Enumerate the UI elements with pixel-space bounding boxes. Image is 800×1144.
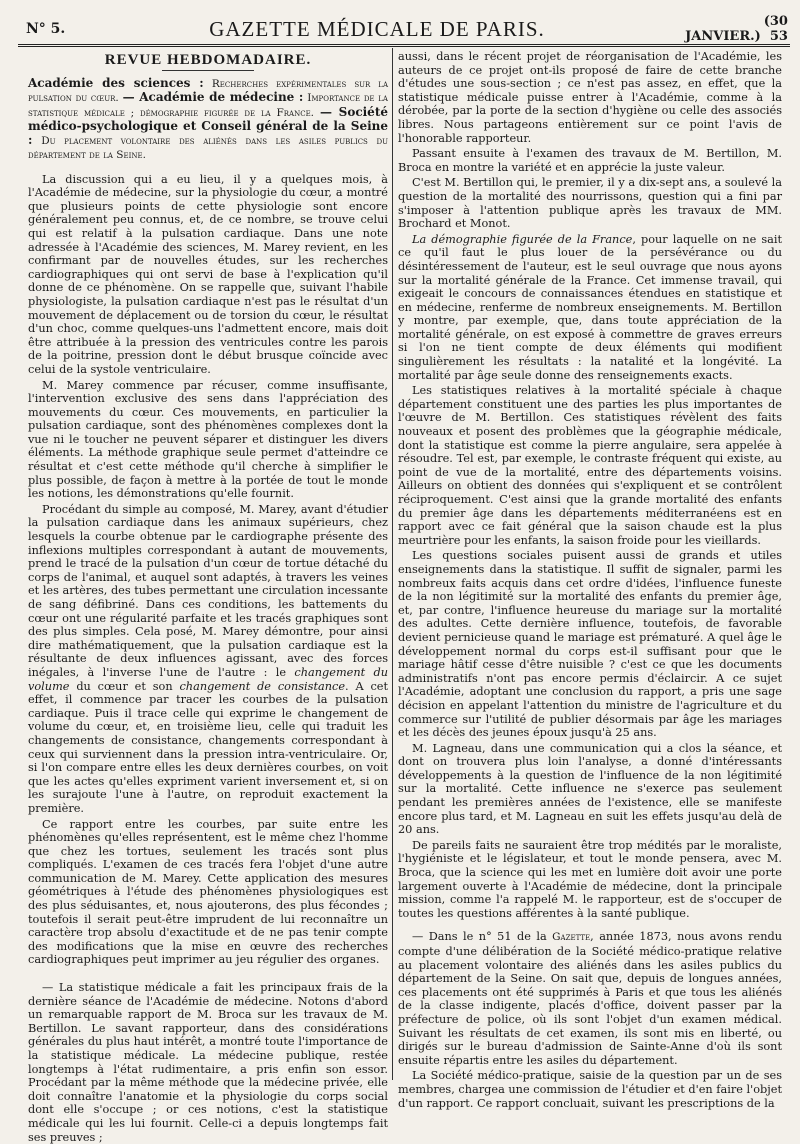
column-divider: [392, 48, 393, 1080]
italic-run: changement de consistance: [179, 679, 346, 693]
paragraph: La discussion qui a eu lieu, il y a quelques mois, à l'Académie de médecine, sur la physiologie du cœur, a montré que plusieurs points de cette physiologie sont encore généralement peu connus, et, de ce nombre, se trouve celui qui est relatif à la pulsation cardiaque. Dans une note adressée à l'Académie des sciences, M. Marey revient, en les confirmant par de nouvelles études, sur les recherches cardiographiques qui ont servi de base à l'explication qu'il donne de ce phénomène. On se rappelle que, suivant l'habile physiologiste, la pulsation cardiaque n'est pas le résultat d'un mouvement de déplacement ou de torsion du cœur, le résultat d'un choc, comme quelques-uns l'admettent encore, mais doit être attribuée à la pression des ventricules contre les parois de la poitrine, pression dont le début brusque coïncide avec celui de la systole ventriculaire.: [28, 172, 388, 376]
text-run: — Dans le n° 51 de la: [412, 930, 553, 944]
issue-date-text: (30 JANVIER.): [685, 14, 788, 44]
right-column: [398, 50, 783, 1110]
paragraph: La Société médico-pratique, saisie de la question par un de ses membres, chargea une commission de l'étudier et d'en faire l'objet d'un rapport. Ce rapport concluait, suivant les prescriptions de la: [398, 1069, 782, 1110]
section-title: REVUE HEBDOMADAIRE.: [104, 52, 312, 68]
page-number: 53: [769, 29, 788, 44]
paragraph: M. Marey commence par récuser, comme insuffisante, l'intervention exclusive des sens dans l'appréciation des mouvements du cœur. Ces mouvements, en particulier la pulsation cardiaque, sont des phénomènes complexes dont la vue ni le toucher ne peuvent séparer et distinguer les divers éléments. La méthode graphique seule permet d'atteindre ce résultat et c'est cette méthode qu'il cherche à simplifier le plus possible, de façon à mettre à la portée de tout le monde les notions, les démonstrations qu'elle fournit.: [28, 378, 388, 501]
gazette-name: Gazette: [552, 931, 591, 944]
summary: [28, 77, 388, 163]
paragraph: Ce rapport entre les courbes, par suite entre les phénomènes qu'elles représentent, est le même chez l'homme que chez les tortues, seulement les tracés sont plus compliqués. L'examen de ces tracés fera l'objet d'une autre communication de M. Marey. Cette application des mesures géométriques à l'étude des phénomènes physiologiques est des plus séduisantes, et, nous ajouterons, des plus fécondes ; toutefois il serait peut-être imprudent de lui reconnaître un caractère trop absolu d'exactitude et de ne pas tenir compte des modifications que la mise en œuvre des recherches cardiographiques peut imprimer au jeu régulier des organes.: [28, 817, 388, 967]
masthead: [26, 14, 788, 44]
summary-text-2: Importance de la statistique médicale ; démographie figurée de la France.: [28, 92, 388, 119]
text-run: , pour laquelle on ne sait ce qu'il faut le plus louer de la persévérance ou du désintéressement de l'auteur, est le seul ouvrage que nous ayons sur la mortalité générale de la France. Cet immense travail, qui exigeait le concours de connaissances étendues en statistique et en médecine, renferme de nombreux enseignements. M. Bertillon y montre, par exemple, que, dans toute appréciation de la mortalité générale, on est exposé à commettre de graves erreurs si l'on ne tient compte de deux éléments qui modifient singulièrement les résultats : la natalité et la longévité. La mortalité par âge seule donne des renseignements exacts.: [398, 232, 783, 382]
text-run: . A cet effet, il commence par tracer les courbes de la pulsation cardiaque. Puis il trace celle qui exprime le changement de volume du cœur, et, en troisième lieu, celle qui traduit les changements de consistance, changements correspondant à ceux qui surviennent dans la pression intra-ventriculaire. Or, si l'on compare entre elles les deux dernières courbes, on voit que les actes qu'elles expriment varient inversement et, si on les surajoute l'une à l'autre, on reproduit exactement la première.: [28, 679, 388, 815]
summary-text-3: Du placement volontaire des aliénés dans les asiles publics du département de la Seine.: [28, 134, 388, 162]
paragraph: C'est M. Bertillon qui, le premier, il y a dix-sept ans, a soulevé la question de la mortalité des nourrissons, question qui a fini par s'imposer à l'attention publique après les travaux de MM. Brochard et Monot.: [398, 176, 782, 231]
paragraph: Passant ensuite à l'examen des travaux de M. Bertillon, M. Broca en montre la variété et en apprécie la juste valeur.: [398, 147, 782, 174]
issue-date: [658, 14, 788, 44]
issue-number: N° 5.: [26, 21, 66, 37]
paragraph: Les questions sociales puisent aussi de grands et utiles enseignements dans la statistique. Il suffit de signaler, parmi les nombreux faits acquis dans cet ordre d'idées, l'influence funeste de la non légitimité sur la mortalité des enfants du premier âge, et, par contre, l'influence heureuse du mariage sur la mortalité des adultes. Cette dernière influence, toutefois, de favorable devient pernicieuse quand le mariage est prématuré. A quel âge le développement normal du corps est-il suffisant pour que le mariage hâtif cesse d'être nuisible ? c'est ce que les documents administratifs n'ont pas encore permis d'éclaircir. A ce sujet l'Académie, adoptant une conclusion du rapport, a pris une sage décision en appelant l'attention du ministre de l'agriculture et du commerce sur l'utilité de publier désormais par âge les mariages et les décès des jeunes époux jusqu'à 25 ans.: [398, 549, 782, 740]
left-column: [28, 50, 389, 1144]
paragraph: [28, 503, 388, 816]
paragraph: [398, 930, 782, 1067]
text-run: Procédant du simple au composé, M. Marey, avant d'étudier la pulsation cardiaque dans les animaux supérieurs, chez lesquels la courbe obtenue par le cardiographe présente des inflexions multiples correspondant à autant de mouvements, prend le tracé de la pulsation d'un cœur de tortue détaché du corps de l'animal, et auquel sont adaptés, à travers les veines et les artères, des tubes permettant une circulation incessante de sang défibriné. Dans ces conditions, les battements du cœur ont une régularité parfaite et les tracés graphiques sont des plus simples. Cela posé, M. Marey démontre, pour ainsi dire mathématiquement, que la pulsation cardiaque est la résultante de deux influences agissant, avec des forces inégales, à l'inverse l'une de l'autre : le: [28, 502, 388, 679]
paragraph: [398, 233, 782, 383]
text-run: du cœur et son: [69, 679, 180, 693]
newspaper-title: GAZETTE MÉDICALE DE PARIS.: [209, 16, 545, 41]
paragraph: M. Lagneau, dans une communication qui a clos la séance, et dont on trouvera plus loin l'analyse, a donné d'intéressants développements à la question de l'influence de la non légitimité sur la mortalité. Cette influence ne s'exerce pas seulement pendant les premières années de l'existence, elle se manifeste encore plus tard, et M. Lagneau en suit les effets jusqu'au delà de 20 ans.: [398, 741, 782, 837]
summary-heading-2: — Académie de médecine :: [122, 90, 304, 105]
paragraph: — La statistique médicale a fait les principaux frais de la dernière séance de l'Académie de médecine. Notons d'abord un remarquable rapport de M. Broca sur les travaux de M. Bertillon. Le savant rapporteur, dans des considérations générales du plus haut intérêt, a montré toute l'importance de la statistique médicale. La médecine publique, restée longtemps à l'état rudimentaire, a pris enfin son essor. Procédant par la même méthode que la médecine privée, elle doit connaître l'anatomie et la physiologie du corps social dont elle s'occupe ; or ces notions, c'est la statistique médicale qui les lui fournit. Celle-ci a depuis longtemps fait ses preuves ;: [28, 981, 388, 1144]
paragraph: De pareils faits ne sauraient être trop médités par le moraliste, l'hygiéniste et le législateur, et tout le monde pensera, avec M. Broca, que la science qui les met en lumière doit avoir une porte largement ouverte à l'Académie de médecine, dont la principale mission, comme l'a rappelé M. le rapporteur, est de s'occuper de toutes les questions afférentes à la santé publique.: [398, 838, 782, 920]
summary-heading-1: Académie des sciences :: [28, 75, 204, 90]
section-title-rule: [162, 70, 254, 71]
masthead-rule: [18, 44, 790, 47]
text-run: , année 1873, nous avons rendu compte d'une délibération de la Société médico-pratique relative au placement volontaire des aliénés dans les asiles publics du département de la Seine. On sait que, depuis de longues années, ces placements ont été supprimés à Paris et que tous les aliénés de la classe indigente, placés d'office, doivent passer par la préfecture de police, où ils sont l'objet d'un examen médical. Suivant les résultats de cet examen, ils sont mis en liberté, ou dirigés sur le bureau d'admission de Sainte-Anne d'où ils sont ensuite répartis entre les asiles du département.: [398, 930, 782, 1067]
italic-run: changement du volume: [28, 665, 388, 693]
paragraph: Les statistiques relatives à la mortalité spéciale à chaque département constituent une des parties les plus importantes de l'œuvre de M. Bertillon. Ces statistiques révèlent des faits nouveaux et posent des problèmes que la géographie médicale, dont la statistique est comme la pierre angulaire, sera appelée à résoudre. Tel est, par exemple, le contraste fréquent qui existe, au point de vue de la mortalité, entre des départements voisins. Ailleurs on obtient des données qui s'expliquent et se contrôlent réciproquement. C'est ainsi que la grande mortalité des enfants du premier âge dans les départements méditerranéens est en rapport avec ce fait général que la saison chaude est la plus meurtrière pour les enfants, la saison froide pour les vieillards.: [398, 384, 782, 547]
summary-heading-3: — Société médico-psychologique et Conseil général de la Seine :: [28, 104, 388, 147]
summary-text-1: Recherches expérimentales sur la pulsation du cœur.: [28, 77, 389, 105]
paragraph: aussi, dans le récent projet de réorganisation de l'Académie, les auteurs de ce projet ont-ils proposé de faire de cette branche d'études une sous-section ; ce n'est pas assez, en effet, que la statistique médicale puisse entrer à l'Académie, comme à la dérobée, par la porte de la section d'hygiène ou celle des associés libres. Nous partageons entièrement sur ce point l'avis de l'honorable rapporteur.: [398, 50, 782, 145]
italic-run: La démographie figurée de la France: [412, 232, 633, 246]
